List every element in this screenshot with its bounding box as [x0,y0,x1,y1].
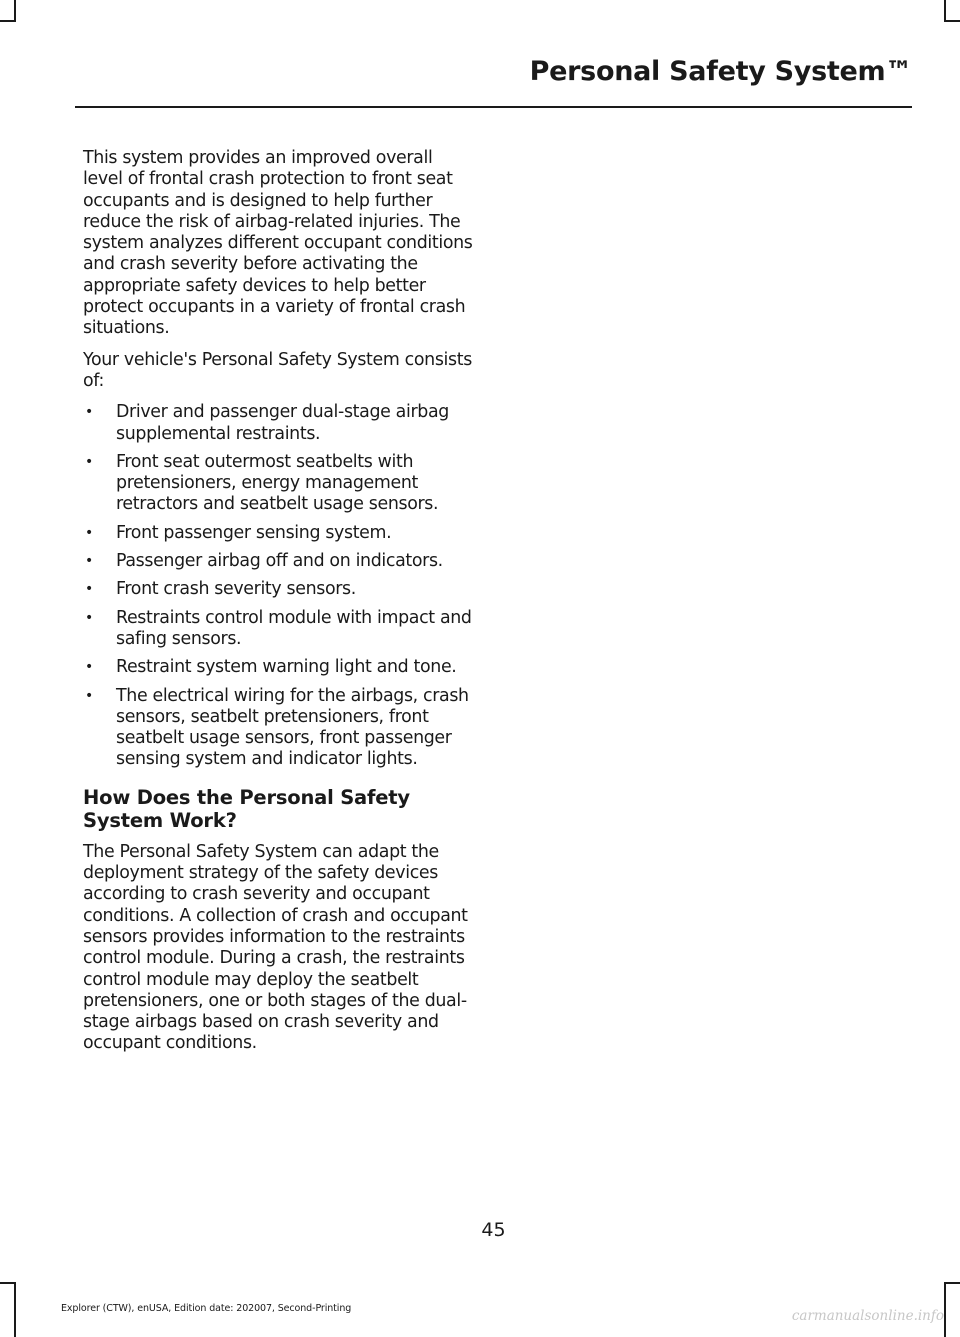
crop-mark [944,20,960,22]
watermark-link[interactable]: carmanualsonline.info [791,1308,944,1324]
list-item: • The electrical wiring for the airbags, crash sensors, seatbelt pretensioners, front seatbelt usage sensors, front passenger sensing system and indicator lights. [83,686,475,771]
crop-mark [14,0,16,22]
list-item: • Front passenger sensing system. [83,523,475,544]
crop-mark [944,0,946,22]
main-column [83,148,475,1065]
crop-mark [14,1282,16,1337]
crop-mark [944,1282,946,1337]
page-number: 45 [481,1219,506,1241]
list-item: • Front crash severity sensors. [83,579,475,600]
list-item: • Restraints control module with impact and safing sensors. [83,608,475,651]
section-paragraph: The Personal Safety System can adapt the deployment strategy of the safety devices according to crash severity and occupant conditions. A collection of crash and occupant sensors provides information to the restraints control module. During a crash, the restraints control module may deploy the seatbelt pretensioners, one or both stages of the dual-stage airbags based on crash severity and occupant conditions. [83,841,468,1054]
title-divider [75,106,912,108]
section-heading: How Does the Personal Safety System Work? [83,785,410,832]
intro-paragraph: This system provides an improved overall level of frontal crash protection to front seat occupants and is designed to help further reduce the risk of airbag-related injuries. The system analyzes different occupant conditions and crash severity before activating the appropriate safety devices to help better protect occupants in a variety of frontal crash situations. [83,148,473,339]
page-title: Personal Safety System™ [529,56,912,87]
list-item: • Passenger airbag off and on indicators. [83,551,475,572]
consists-of-paragraph: Your vehicle's Personal Safety System consists of: [83,349,472,391]
list-item: • Restraint system warning light and tone. [83,657,475,678]
crop-mark [944,1282,960,1284]
list-item: • Front seat outermost seatbelts with pretensioners, energy management retractors and seatbelt usage sensors. [83,452,475,516]
component-list [83,402,475,770]
crop-mark [0,1282,16,1284]
crop-mark [0,20,16,22]
edition-footer: Explorer (CTW), enUSA, Edition date: 202007, Second-Printing [61,1303,352,1314]
list-item: • Driver and passenger dual-stage airbag supplemental restraints. [83,402,475,445]
